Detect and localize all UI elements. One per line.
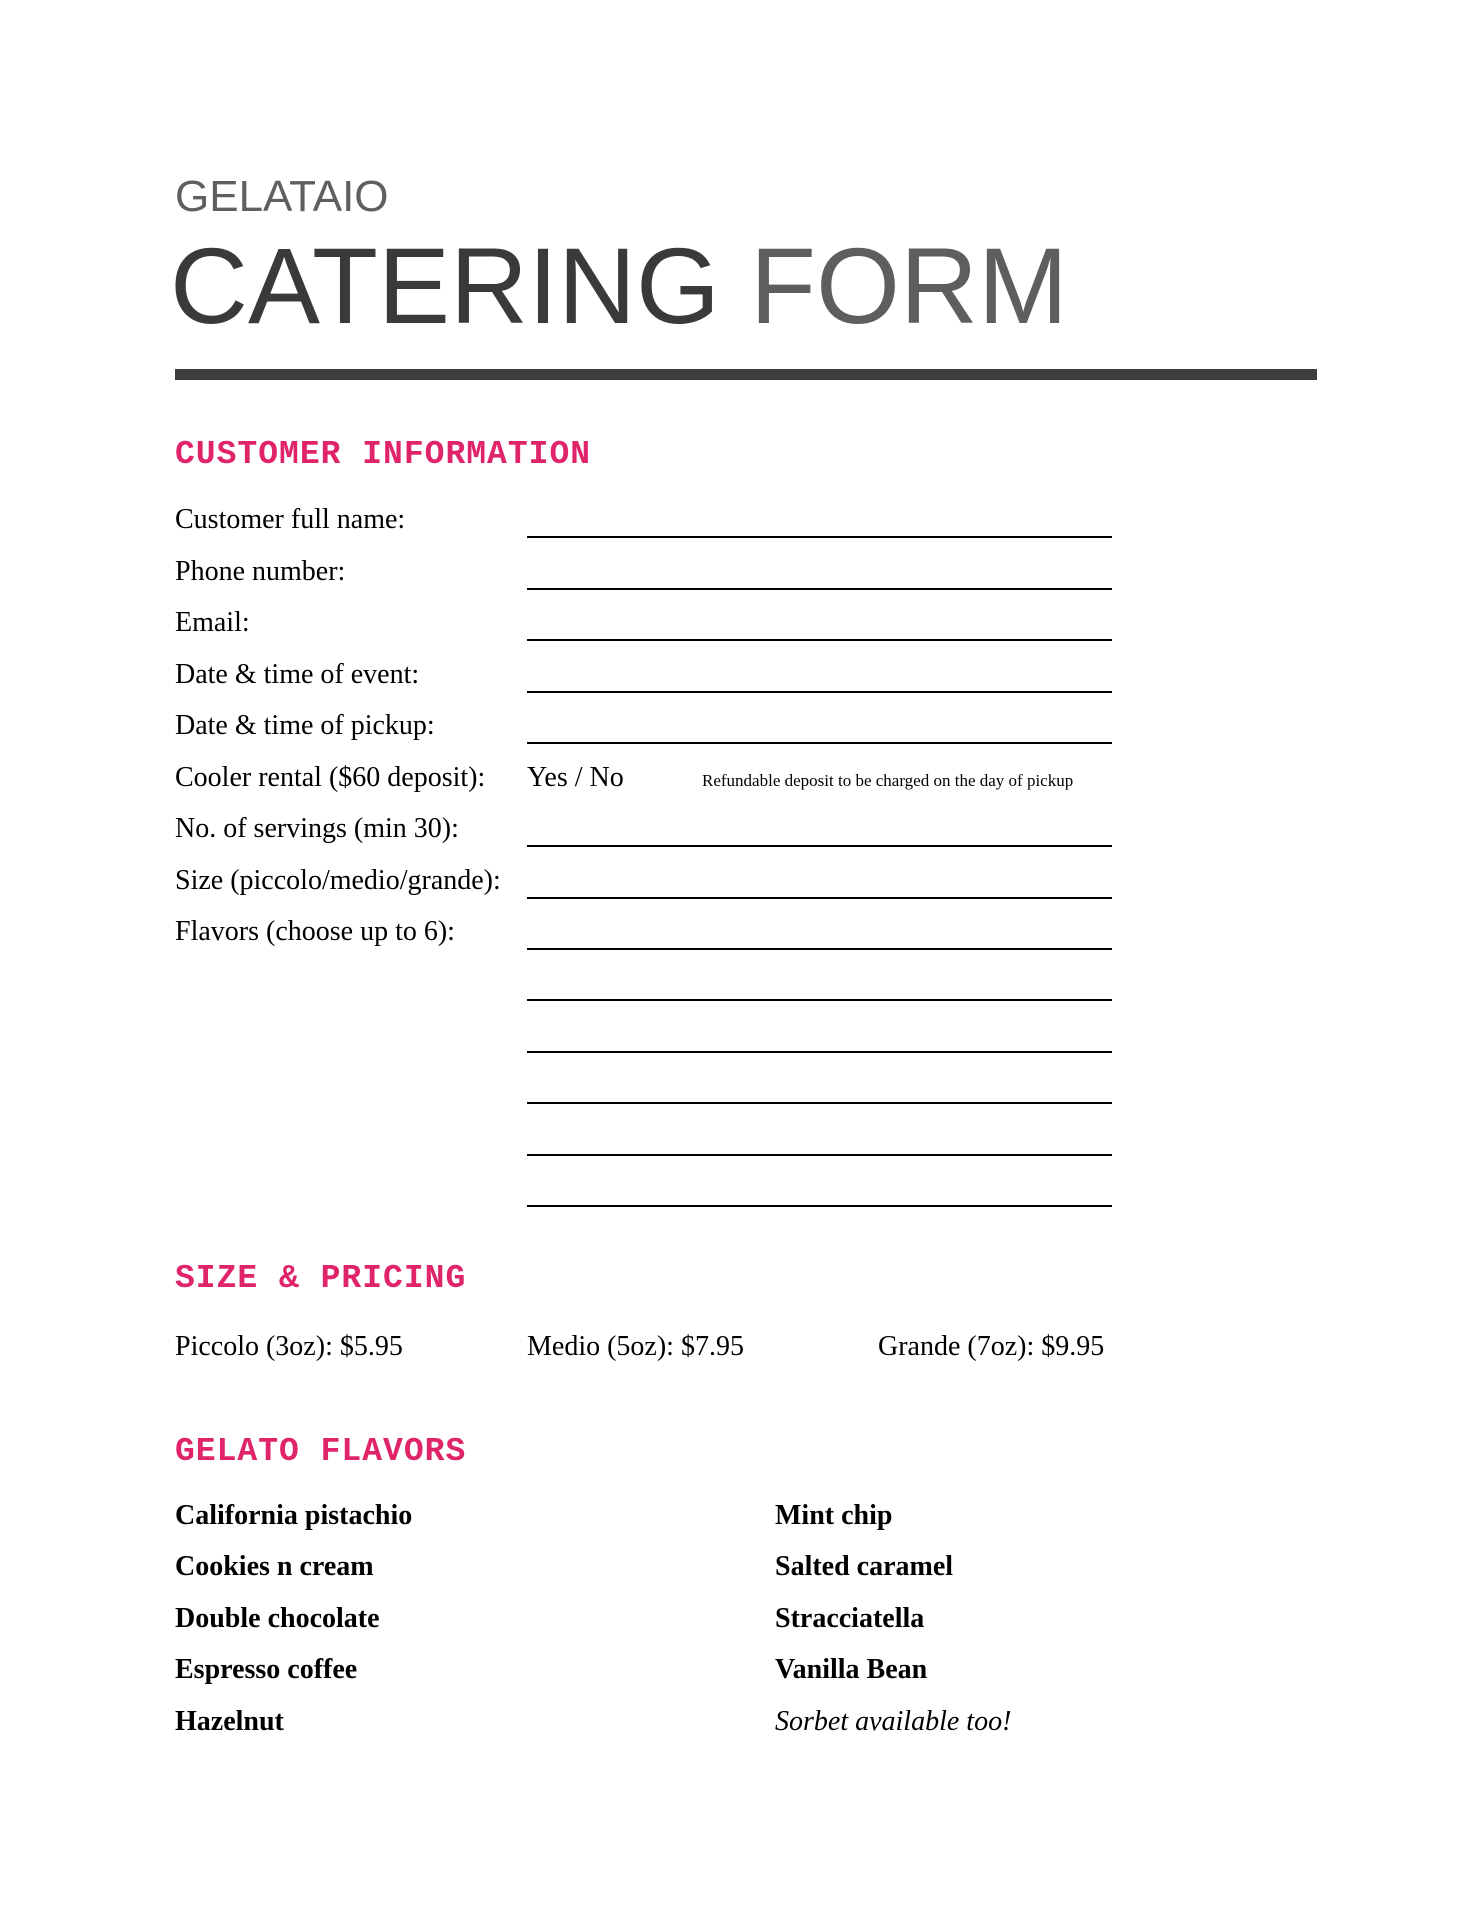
- price-grande: Grande (7oz): $9.95: [878, 1331, 1105, 1362]
- price-medio: Medio (5oz): $7.95: [527, 1331, 744, 1362]
- flavor-item: Stracciatella: [775, 1603, 925, 1634]
- phone-number-row: [175, 558, 1135, 598]
- flavor-item: Hazelnut: [175, 1706, 284, 1737]
- cooler-deposit-note: Refundable deposit to be charged on the day of pickup: [702, 771, 1074, 790]
- flavor-item: Cookies n cream: [175, 1551, 374, 1582]
- flavor-line-1[interactable]: [527, 947, 1112, 950]
- size-row: [175, 867, 1135, 907]
- size-pricing-heading: SIZE & PRICING: [175, 1260, 467, 1297]
- flavor-line-row: [175, 1072, 1135, 1112]
- pickup-datetime-row: [175, 712, 1135, 752]
- flavor-line-row: [175, 1175, 1135, 1215]
- flavor-line-6[interactable]: [527, 1204, 1112, 1207]
- servings-row: [175, 815, 1135, 855]
- event-datetime-field[interactable]: [527, 690, 1112, 693]
- cooler-rental-row: [175, 764, 1135, 804]
- flavors-row: [175, 918, 1135, 958]
- brand-name: GELATAIO: [175, 172, 389, 221]
- flavors-label: Flavors (choose up to 6):: [175, 916, 455, 947]
- flavor-item: Double chocolate: [175, 1603, 380, 1634]
- flavor-line-2[interactable]: [527, 998, 1112, 1001]
- servings-label: No. of servings (min 30):: [175, 813, 459, 844]
- event-datetime-label: Date & time of event:: [175, 659, 420, 690]
- title-form: FORM: [750, 225, 1068, 346]
- phone-number-label: Phone number:: [175, 556, 346, 587]
- flavor-item: Mint chip: [775, 1500, 893, 1531]
- flavor-line-3[interactable]: [527, 1050, 1112, 1053]
- page-title: [170, 225, 1068, 346]
- header-divider: [175, 369, 1317, 380]
- customer-name-label: Customer full name:: [175, 504, 406, 535]
- email-field[interactable]: [527, 638, 1112, 641]
- pickup-datetime-label: Date & time of pickup:: [175, 710, 435, 741]
- customer-name-row: [175, 506, 1135, 546]
- flavor-line-row: [175, 1124, 1135, 1164]
- flavor-line-5[interactable]: [527, 1153, 1112, 1156]
- size-field[interactable]: [527, 896, 1112, 899]
- flavor-item: Salted caramel: [775, 1551, 954, 1582]
- flavor-item: Espresso coffee: [175, 1654, 358, 1685]
- servings-field[interactable]: [527, 844, 1112, 847]
- pickup-datetime-field[interactable]: [527, 741, 1112, 744]
- email-label: Email:: [175, 607, 250, 638]
- price-piccolo: Piccolo (3oz): $5.95: [175, 1331, 403, 1362]
- title-catering: CATERING: [170, 225, 721, 346]
- flavor-line-row: [175, 969, 1135, 1009]
- size-label: Size (piccolo/medio/grande):: [175, 865, 501, 896]
- gelato-flavors-heading: GELATO FLAVORS: [175, 1433, 467, 1470]
- customer-information-heading: CUSTOMER INFORMATION: [175, 436, 592, 473]
- flavor-item: Vanilla Bean: [775, 1654, 928, 1685]
- sorbet-note: Sorbet available too!: [775, 1706, 1012, 1737]
- flavor-item: California pistachio: [175, 1500, 413, 1531]
- email-row: [175, 609, 1135, 649]
- flavor-line-row: [175, 1021, 1135, 1061]
- customer-name-field[interactable]: [527, 535, 1112, 538]
- event-datetime-row: [175, 661, 1135, 701]
- flavor-line-4[interactable]: [527, 1101, 1112, 1104]
- phone-number-field[interactable]: [527, 587, 1112, 590]
- cooler-rental-label: Cooler rental ($60 deposit):: [175, 762, 486, 793]
- cooler-rental-choice[interactable]: Yes / No: [527, 762, 624, 793]
